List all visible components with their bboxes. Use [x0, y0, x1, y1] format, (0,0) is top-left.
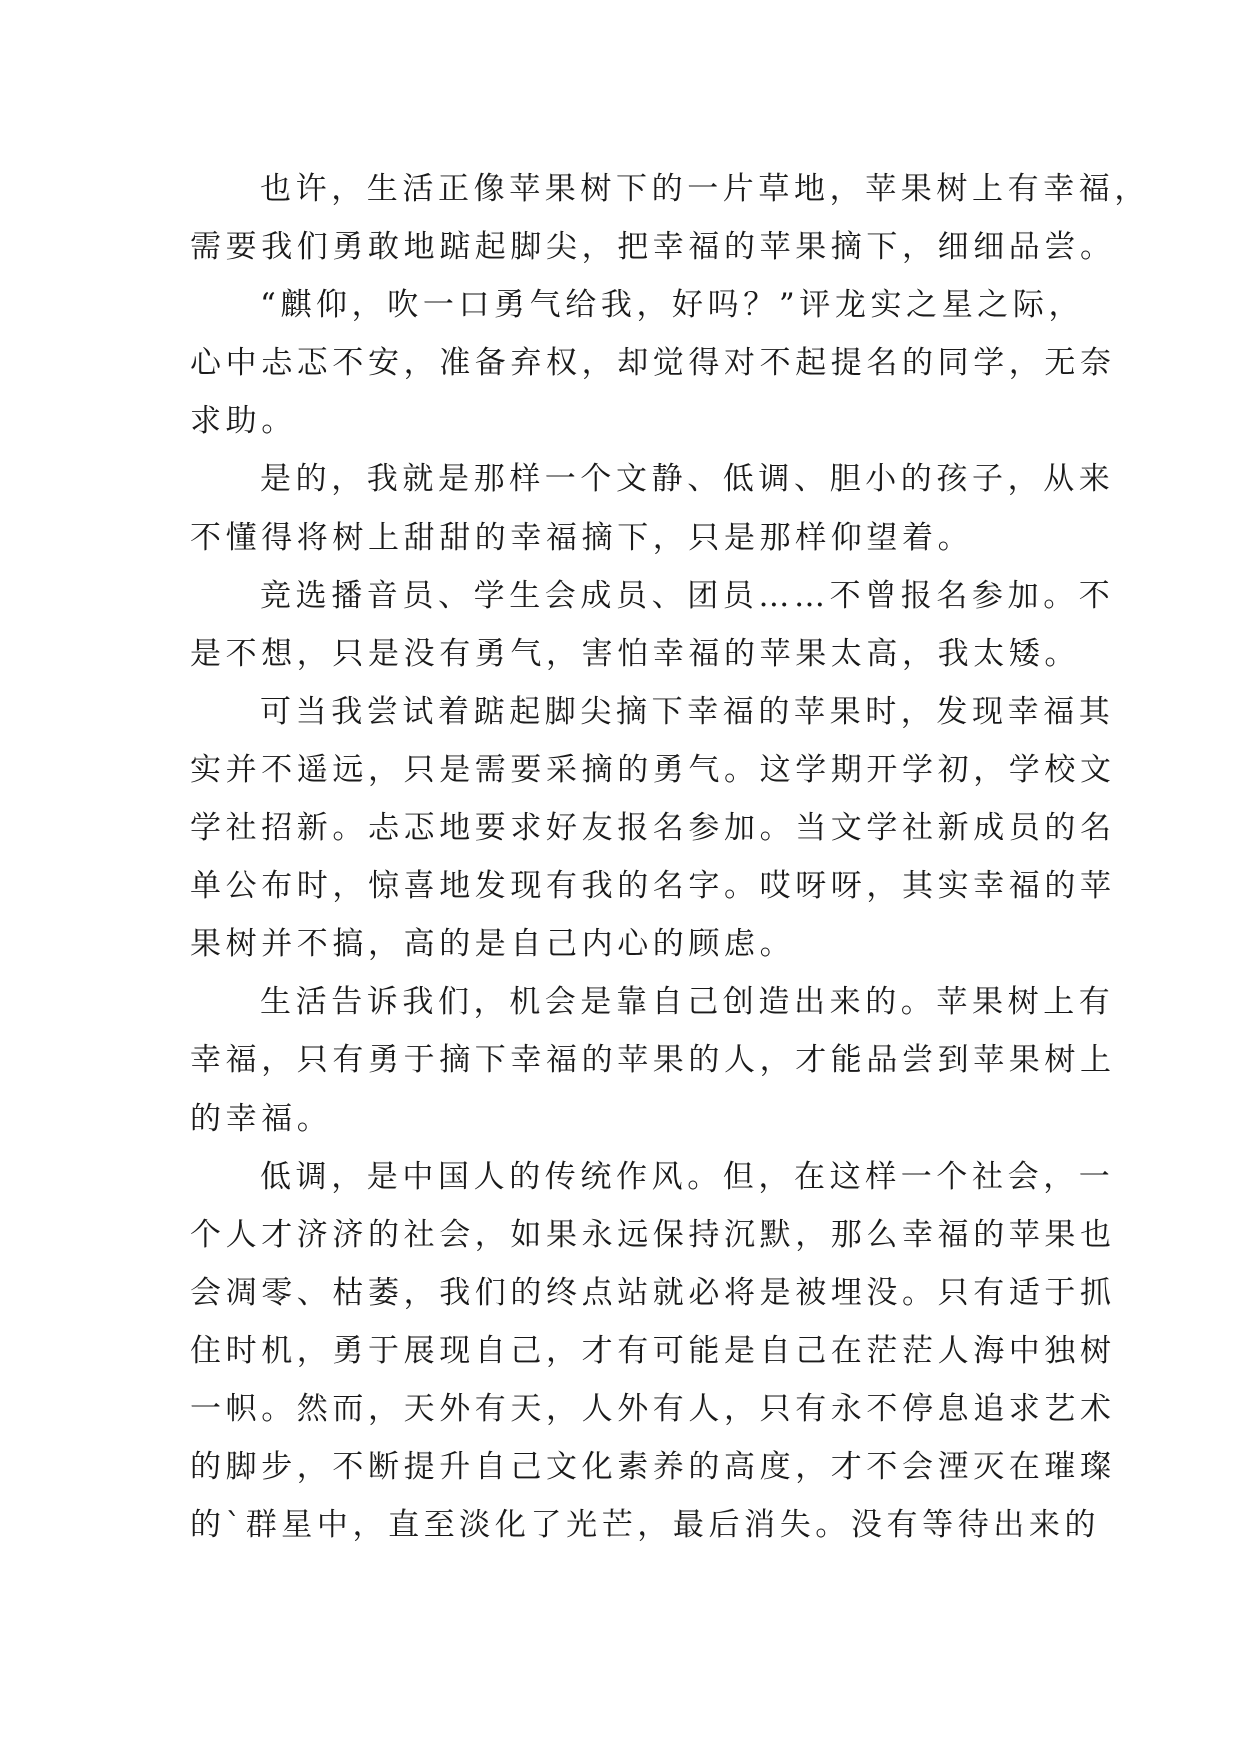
text-line: 求助。 — [190, 403, 297, 440]
text-line: 竞选播音员、学生会成员、团员……不曾报名参加。不 — [260, 577, 1115, 614]
text-line: 学社招新。忐忑地要求好友报名参加。当文学社新成员的名 — [190, 810, 1116, 847]
text-line: 需要我们勇敢地踮起脚尖，把幸福的苹果摘下，细细品尝。 — [190, 229, 1116, 266]
text-line: 的幸福。 — [190, 1100, 333, 1137]
text-line: 是不想，只是没有勇气，害怕幸福的苹果太高，我太矮。 — [190, 635, 1080, 672]
text-line: 低调，是中国人的传统作风。但，在这样一个社会，一 — [260, 1158, 1115, 1195]
text-line: 幸福，只有勇于摘下幸福的苹果的人，才能品尝到苹果树上 — [190, 1042, 1116, 1079]
text-line: 心中忐忑不安，准备弃权，却觉得对不起提名的同学，无奈 — [190, 345, 1116, 382]
text-line: 是的，我就是那样一个文静、低调、胆小的孩子，从来 — [260, 461, 1115, 498]
paragraph-3 — [190, 450, 1115, 566]
text-line: “麒仰，吹一口勇气给我，好吗？”评龙实之星之际， — [260, 287, 1085, 324]
document-body — [190, 160, 1150, 1554]
text-line: 实并不遥远，只是需要采摘的勇气。这学期开学初，学校文 — [190, 751, 1116, 788]
paragraph-6 — [190, 973, 1116, 1147]
text-line: 会凋零、枯萎，我们的终点站就必将是被埋没。只有适于抓 — [190, 1274, 1116, 1311]
text-line: 生活告诉我们，机会是靠自己创造出来的。苹果树上有 — [260, 984, 1115, 1021]
text-line: 一帜。然而，天外有天，人外有人，只有永不停息追求艺术 — [190, 1390, 1116, 1427]
paragraph-2 — [190, 276, 1116, 450]
text-line: 果树并不搞，高的是自己内心的顾虑。 — [190, 926, 796, 963]
text-line: 不懂得将树上甜甜的幸福摘下，只是那样仰望着。 — [190, 519, 974, 556]
paragraph-7 — [190, 1148, 1116, 1555]
text-line: 单公布时，惊喜地发现有我的名字。哎呀呀，其实幸福的苹 — [190, 868, 1116, 905]
text-line: 住时机，勇于展现自己，才有可能是自己在茫茫人海中独树 — [190, 1332, 1116, 1369]
paragraph-4 — [190, 567, 1115, 683]
paragraph-1 — [190, 160, 1150, 276]
text-line: 的`群星中，直至淡化了光芒，最后消失。没有等待出来的 — [190, 1507, 1101, 1544]
paragraph-5 — [190, 683, 1116, 973]
text-line: 个人才济济的社会，如果永远保持沉默，那么幸福的苹果也 — [190, 1216, 1116, 1253]
text-line: 可当我尝试着踮起脚尖摘下幸福的苹果时，发现幸福其 — [260, 693, 1115, 730]
text-line: 的脚步，不断提升自己文化素养的高度，才不会湮灭在璀璨 — [190, 1449, 1116, 1486]
text-line: 也许，生活正像苹果树下的一片草地，苹果树上有幸福， — [260, 171, 1150, 207]
